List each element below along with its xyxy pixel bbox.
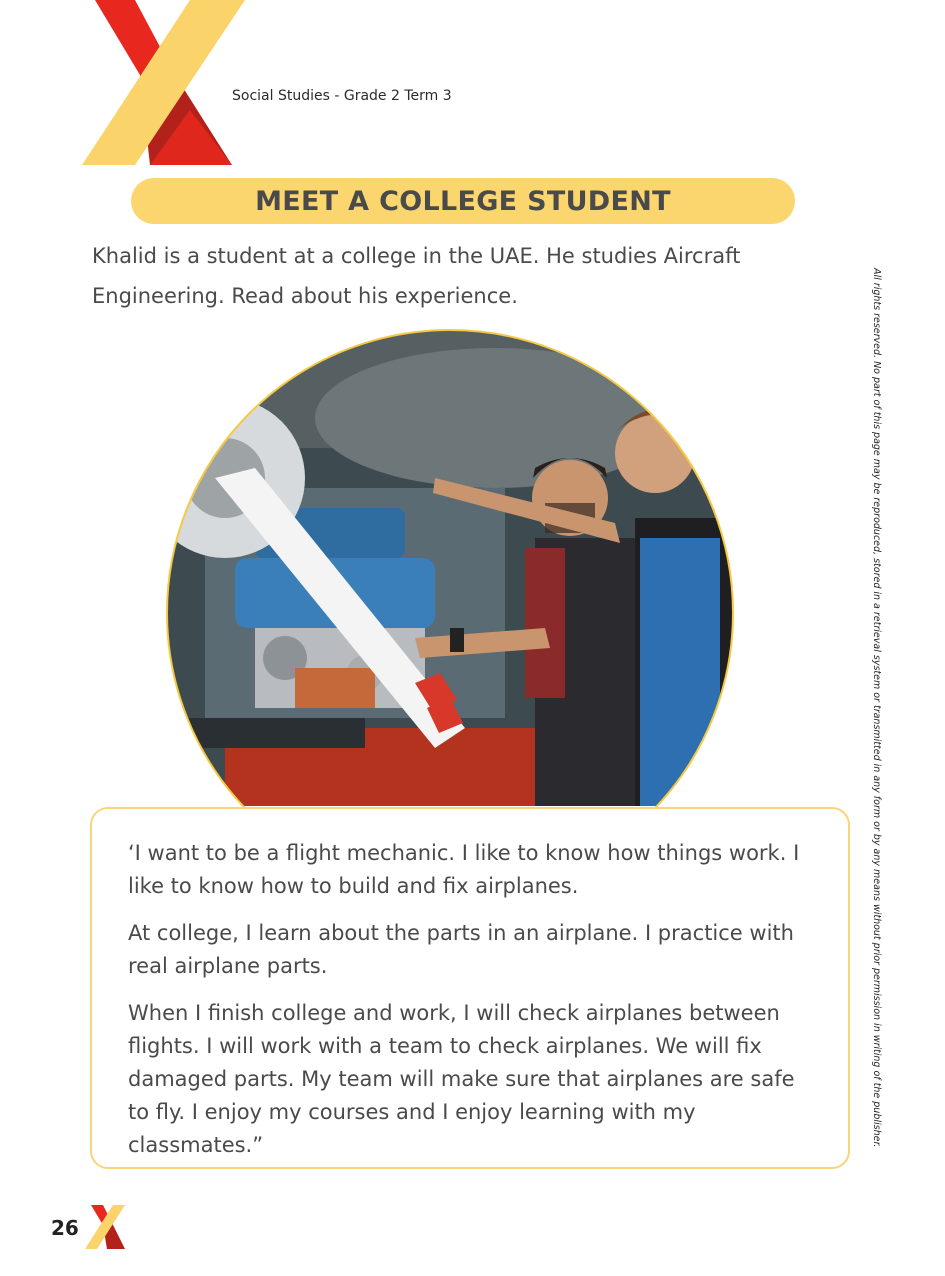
- page-title: MEET A COLLEGE STUDENT: [255, 185, 671, 217]
- quote-box: [90, 807, 850, 1169]
- x-logo-icon: [0, 0, 260, 170]
- quote-paragraph: At college, I learn about the parts in an airplane. I practice with real airplane parts.: [128, 921, 794, 978]
- quote-paragraph: When I finish college and work, I will check airplanes between flights. I will work with a team to check airplanes. We will fix damaged parts. My team will make sure that airplanes are safe to fly. I enjoy my courses and I enjoy learning with my classmates.”: [128, 1001, 795, 1157]
- header-subject: Social Studies - Grade 2 Term 3: [232, 88, 452, 104]
- x-logo-small-icon: [83, 1205, 127, 1251]
- intro-text: Khalid is a student at a college in the UAE. He studies Aircraft Engineering. Read about his experience.: [92, 244, 741, 308]
- title-banner: [131, 178, 795, 224]
- copyright-note: All rights reserved. No part of this page may be reproduced, stored in a retrieval system or transmitted in any form or by any means without prior permission in writing of the publisher.: [871, 268, 882, 1148]
- page-number: 26: [51, 1216, 79, 1240]
- quote-paragraph: ‘I want to be a flight mechanic. I like to know how things work. I like to know how to build and fix airplanes.: [128, 841, 800, 898]
